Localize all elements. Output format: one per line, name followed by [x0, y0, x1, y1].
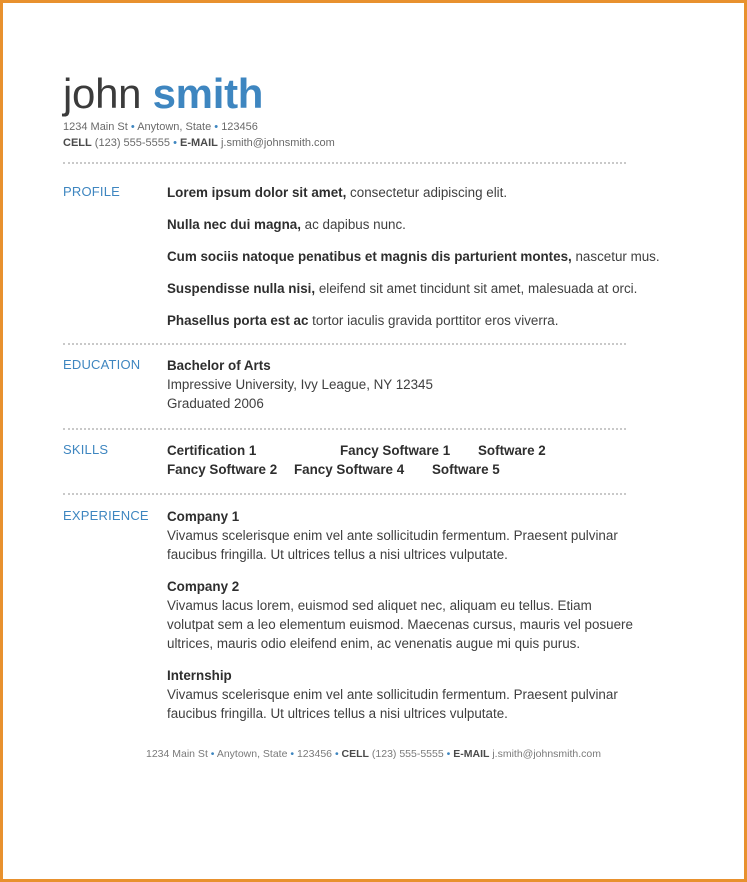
city: Anytown, State [216, 748, 288, 760]
first-name: john [63, 70, 142, 117]
cell-label: CELL [63, 137, 92, 149]
skill-item: Software 5 [432, 462, 500, 477]
experience-line: Vivamus scelerisque enim vel ante sollicitudin fermentum. Praesent pulvinar [167, 528, 618, 543]
skill-item: Fancy Software 4 [294, 462, 405, 477]
footer-contact [3, 748, 744, 760]
profile-line: Cum sociis natoque penatibus et magnis dis parturient montes, nascetur mus. [167, 249, 660, 264]
separator-dot: • [173, 137, 177, 149]
experience-line: faucibus fringilla. Ut ultrices tellus a nisi ultrices vulputate. [167, 706, 508, 721]
email-address: j.smith@johnsmith.com [220, 137, 335, 149]
skill-item: Fancy Software 2 [167, 462, 278, 477]
experience-line: Vivamus scelerisque enim vel ante sollicitudin fermentum. Praesent pulvinar [167, 687, 618, 702]
email-address: j.smith@johnsmith.com [492, 748, 602, 760]
section-label-education: EDUCATION [63, 357, 141, 372]
resume-page [3, 3, 744, 879]
skills-section [167, 441, 627, 481]
divider [63, 428, 626, 430]
cell-label: CELL [341, 748, 369, 760]
separator-dot: • [130, 121, 135, 133]
zip: 123456 [221, 121, 258, 133]
experience-line: volutpat sem a leo elementum euismod. Maecenas cursus, mauris vel posuere [167, 617, 633, 632]
education-section [167, 356, 433, 413]
separator-dot: • [214, 121, 219, 133]
section-label-skills: SKILLS [63, 442, 109, 457]
experience-item [167, 577, 633, 653]
profile-line: Phasellus porta est ac tortor iaculis gravida porttitor eros viverra. [167, 313, 559, 328]
contact-phone-line [63, 137, 335, 149]
section-label-experience: EXPERIENCE [63, 508, 149, 523]
separator-dot: • [210, 748, 215, 760]
address: 1234 Main St [63, 121, 128, 133]
separator-dot: • [446, 748, 451, 760]
cell-number: (123) 555-5555 [94, 137, 171, 149]
degree: Bachelor of Arts [167, 358, 271, 373]
experience-item [167, 507, 633, 564]
experience-section [167, 507, 633, 723]
profile-line: Suspendisse nulla nisi, eleifend sit amet tincidunt sit amet, malesuada at orci. [167, 281, 638, 296]
graduated: Graduated 2006 [167, 396, 264, 411]
email-label: E-MAIL [453, 748, 490, 760]
city: Anytown, State [137, 121, 212, 133]
cell-number: (123) 555-5555 [371, 748, 444, 760]
skill-item: Fancy Software 1 [340, 443, 451, 458]
experience-title: Company 1 [167, 509, 240, 524]
experience-line: faucibus fringilla. Ut ultrices tellus a nisi ultrices vulputate. [167, 547, 508, 562]
profile-line: Nulla nec dui magna, ac dapibus nunc. [167, 217, 406, 232]
zip: 123456 [296, 748, 333, 760]
experience-title: Internship [167, 668, 232, 683]
divider [63, 493, 626, 495]
address: 1234 Main St [145, 748, 208, 760]
contact-address-line [63, 121, 258, 133]
separator-dot: • [334, 748, 339, 760]
section-label-profile: PROFILE [63, 184, 121, 199]
separator-dot: • [290, 748, 295, 760]
profile-line: Lorem ipsum dolor sit amet, consectetur adipiscing elit. [167, 185, 508, 200]
email-label: E-MAIL [180, 137, 218, 149]
experience-title: Company 2 [167, 579, 240, 594]
experience-item [167, 666, 633, 723]
last-name: smith [152, 70, 264, 117]
skill-item: Certification 1 [167, 443, 257, 458]
resume-name [63, 69, 263, 119]
divider [63, 162, 626, 164]
school: Impressive University, Ivy League, NY 12345 [167, 377, 433, 392]
divider [63, 343, 626, 345]
experience-line: ultrices, mauris odio eleifend enim, ac venenatis augue mi quis purus. [167, 636, 581, 651]
skill-item: Software 2 [478, 443, 546, 458]
experience-line: Vivamus lacus lorem, euismod sed aliquet nec, aliquam eu tellus. Etiam [167, 598, 592, 613]
